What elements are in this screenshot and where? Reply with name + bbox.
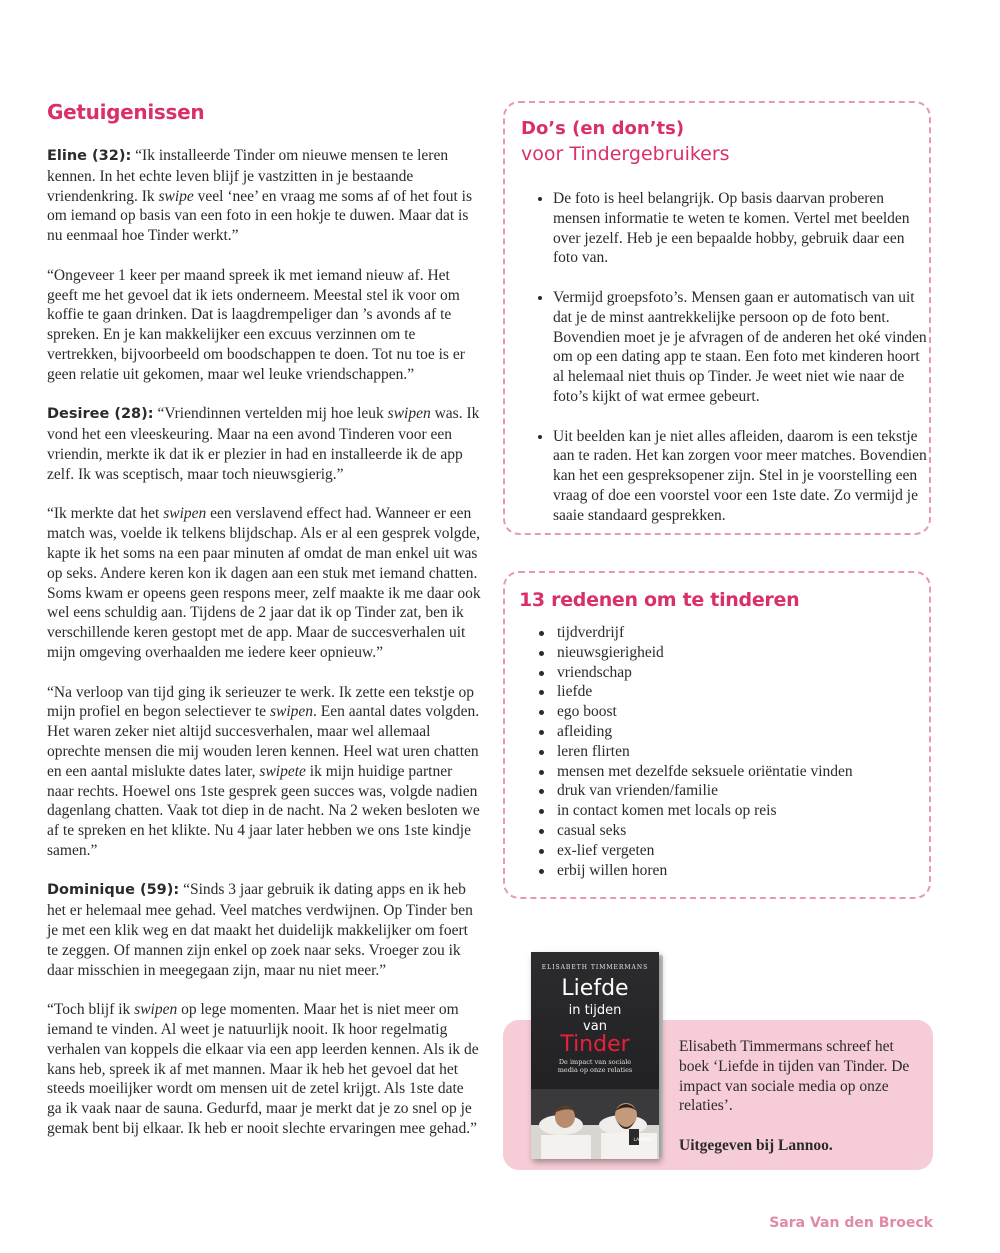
reason-item: leren flirten	[539, 742, 919, 762]
testimonial-text: “Vriendinnen vertelden mij hoe leuk	[153, 405, 388, 423]
testimonial-emphasis: swipen	[269, 703, 314, 721]
reason-item: in contact komen met locals op reis	[539, 801, 919, 821]
reason-item: vriendschap	[539, 663, 919, 683]
reason-item: ex-lief vergeten	[539, 841, 919, 861]
testimonials-column	[47, 100, 482, 1139]
testimonial-text: . Een aantal dates volgden. Het waren zeker niet altijd succesverhalen, maar wel allemaal oprechte mensen die mij wouden leren kennen. Heel wat uren chatten en een aantal mislukte dates later,	[47, 703, 480, 780]
testimonial-paragraph	[47, 266, 482, 385]
dos-box	[503, 101, 931, 535]
testimonial-text: was. Ik vond het een vleeskeuring. Maar na een avond Tinderen voor een vriendin, merkte ik dat ik er plezier in had en installeerde ik de app zelf. Ik was sceptisch, maar toch nieuwsgierig.”	[47, 405, 480, 483]
testimonial-text: “Ik merkte dat het	[47, 505, 164, 523]
reason-item: ego boost	[539, 702, 919, 722]
reason-item: erbij willen horen	[539, 861, 919, 881]
testimonial-text: “Toch blijf ik	[47, 1001, 135, 1019]
reason-item: mensen met dezelfde seksuele oriëntatie vinden	[539, 762, 919, 782]
book-publisher-line: Uitgegeven bij Lannoo.	[679, 1136, 833, 1154]
dos-item: • De foto is heel belangrijk. Op basis daarvan proberen mensen informatie te weten te komen. Vertel met beelden over jezelf. Heb je een bepaalde hobby, gebruik daar een foto van.	[553, 189, 928, 268]
testimonial-speaker: Desiree (28):	[47, 406, 154, 423]
testimonials-title: Getuigenissen	[47, 100, 205, 124]
dos-item: • Uit beelden kan je niet alles afleiden, daarom is een tekstje aan te raden. Het kan zorgen voor meer matches. Bovendien kan het een gespreksopener zijn. Stel in je voorstelling een vraag of doe een voorstel voor een 1ste date. Zo vermijd je saaie standaard gesprekken.	[553, 427, 928, 526]
testimonial-emphasis: swipen	[387, 405, 431, 423]
dos-list	[539, 189, 928, 526]
book-text	[679, 1037, 919, 1176]
testimonial-text: “Ongeveer 1 keer per maand spreek ik met iemand nieuw af. Het geeft me het gevoel dat ik iets onderneem. Meestal stel ik voor om koffie te gaan drinken. Dat is laagdrempeliger dan ’s avonds af te spreken. En je kan makkelijker een excuus verzinnen om te vertrekken, bijvoorbeeld om boodschappen te doen. Tot nu toe is er geen relatie uit gekomen, maar wel leuke vriendschappen.”	[47, 266, 465, 383]
testimonial-paragraph	[47, 146, 482, 246]
cover-title-line: van	[583, 1019, 607, 1034]
testimonial-text: “Na verloop van tijd ging ik serieuzer te werk. Ik zette een tekstje op mijn profiel en begon selectiever te	[47, 683, 474, 721]
book-cover-image	[531, 952, 661, 1159]
reason-item: casual seks	[539, 821, 919, 841]
reasons-box	[503, 571, 931, 899]
testimonial-text: ik mijn huidige partner naar rechts. Hoewel ons 1ste gesprek geen succes was, volgde nadien dagenlang chatten. Vaak tot diep in de nacht. Na 2 weken besloten we af te spreken en het klikte. Nu 4 jaar later hebben we ons 1ste kindje samen.”	[47, 762, 480, 859]
book-cover	[531, 952, 659, 1159]
testimonial-speaker: Dominique (59):	[47, 882, 180, 899]
testimonial-speaker: Eline (32):	[47, 148, 132, 164]
testimonial-text: een verslavend effect had. Wanneer er een match was, voelde ik telkens blijdschap. Als er al een gesprek volgde, kapte ik het soms na een paar minuten af omdat de man enkel uit was op seks. Andere keren kon ik dagen aan een stuk met iemand chatten. Soms kwam er opeens geen respons meer, zelf maakte ik me daar ook wel eens schuldig aan. Tijdens de 2 jaar dat ik op Tinder zat, ben ik verschillende keren gestopt met de app. Maar de succesverhalen uit mijn omgeving overhaalden me iedere keer opnieuw.”	[47, 505, 481, 661]
dos-title: Do’s (en don’ts)	[521, 118, 685, 139]
reason-item: afleiding	[539, 722, 919, 742]
cover-publisher: LANNOO	[633, 1138, 653, 1143]
testimonials-body	[47, 146, 482, 1139]
testimonial-paragraph	[47, 1000, 482, 1139]
testimonial-emphasis: swipen	[163, 505, 207, 523]
cover-title-tinder: Tinder	[560, 1032, 630, 1057]
cover-couple-photo	[531, 1089, 659, 1159]
cover-title-line: in tijden	[568, 1003, 622, 1018]
reason-item: tijdverdrijf	[539, 623, 919, 643]
testimonial-paragraph	[47, 880, 482, 980]
reason-item: druk van vrienden/familie	[539, 781, 919, 801]
book-description: Elisabeth Timmermans schreef het boek ‘Liefde in tijden van Tinder. De impact van sociale media op onze relaties’.	[679, 1038, 910, 1115]
testimonial-emphasis: swipe	[158, 187, 194, 205]
testimonial-text: veel ‘nee’ en vraag me soms af of het fout is om iemand op basis van een foto in een hokje te duwen. Maar dat is nu eenmaal hoe Tinder werkt.”	[47, 187, 472, 245]
testimonial-emphasis: swipete	[259, 762, 306, 780]
cover-author: ELISABETH TIMMERMANS	[541, 964, 649, 971]
cover-title-line: Liefde	[561, 976, 629, 1001]
testimonial-paragraph	[47, 683, 482, 861]
reason-item: nieuwsgierigheid	[539, 643, 919, 663]
testimonial-paragraph	[47, 504, 482, 662]
reasons-list	[539, 623, 919, 880]
testimonial-emphasis: swipen	[134, 1001, 178, 1019]
testimonial-text: “Ik installeerde Tinder om nieuwe mensen te leren kennen. In het echte leven blijf je vastzitten in je bestaande vriendenkring. Ik	[47, 147, 449, 205]
testimonial-text: op lege momenten. Maar het is niet meer om iemand te vinden. Al weet je natuurlijk nooit. Ik hoor regelmatig verhalen van koppels die elkaar via een app leerden kennen. Als ik de kans heb, spreek ik af met mannen. Maar ik heb het gevoel dat het steeds moeilijker wordt om mensen uit de zetel krijgt. Als 1ste date ga ik vaak naar de sauna. Gedurfd, maar je merkt dat je zo snel op je gemak bent bij elkaar. Ik heb er nooit slechte ervaringen mee gehad.”	[47, 1001, 479, 1138]
footer-author: Sara Van den Broeck	[769, 1215, 933, 1231]
dos-subtitle: voor Tindergebruikers	[521, 143, 730, 165]
reasons-title: 13 redenen om te tinderen	[519, 589, 800, 611]
testimonial-paragraph	[47, 404, 482, 484]
testimonial-text: “Sinds 3 jaar gebruik ik dating apps en ik heb het er helemaal mee gehad. Veel matches verdwijnen. Op Tinder ben je met een klik weg en dat maakt het duidelijk makkelijker om foert te zeggen. Of mannen zijn enkel op zoek naar seks. Vroeger zou ik daar misschien in meegegaan zijn, maar nu niet meer.”	[47, 881, 473, 979]
dos-item: • Vermijd groepsfoto’s. Mensen gaan er automatisch van uit dat je de minst aantrekkelijke persoon op de foto bent. Bovendien moet je je afvragen of de anderen het oké vinden om op een dating app te staan. Een foto met kinderen hoort al helemaal niet thuis op Tinder. Je weet niet wie naar de foto’s kijkt of wat ermee gebeurt.	[553, 288, 928, 407]
cover-subtitle: De impact van sociale media op onze relaties	[557, 1058, 633, 1074]
reason-item: liefde	[539, 682, 919, 702]
